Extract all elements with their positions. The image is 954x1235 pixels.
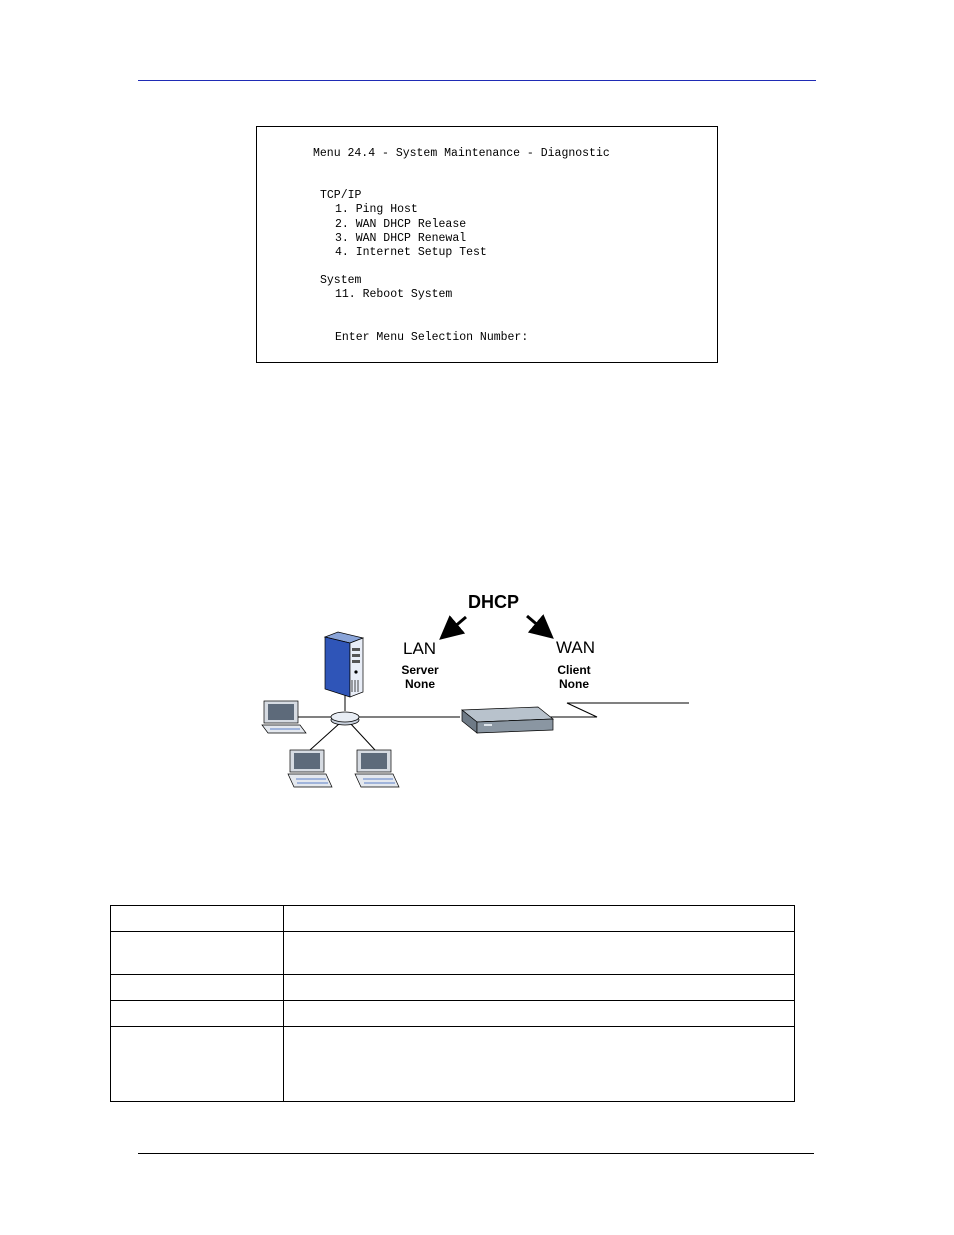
table-row: [111, 1001, 795, 1027]
field-description-table: [110, 905, 795, 1102]
lan-option-server: Server: [401, 663, 439, 677]
hub-icon: [331, 712, 359, 725]
menu-title: Menu 24.4 - System Maintenance - Diagnostic: [313, 147, 610, 160]
table-row: [111, 975, 795, 1001]
dhcp-label: DHCP: [468, 592, 520, 612]
arrow-to-lan: [446, 617, 466, 634]
router-icon: [462, 707, 553, 733]
computer-icon: [288, 750, 332, 787]
menu-item-reboot-system[interactable]: 11. Reboot System: [335, 288, 453, 301]
menu-item-ping-host[interactable]: 1. Ping Host: [335, 203, 418, 216]
wan-label: WAN: [556, 638, 596, 657]
dhcp-network-diagram: [240, 585, 700, 800]
section-heading-system: System: [320, 274, 362, 287]
footer-rule: [138, 1153, 814, 1154]
menu-selection-prompt[interactable]: Enter Menu Selection Number:: [335, 331, 529, 344]
arrow-to-wan: [527, 616, 547, 633]
header-rule: [138, 80, 816, 81]
table-row: [111, 906, 795, 932]
menu-item-wan-dhcp-renewal[interactable]: 3. WAN DHCP Renewal: [335, 232, 467, 245]
server-icon: [325, 632, 363, 697]
lan-option-none: None: [405, 677, 435, 691]
wan-link: [563, 703, 689, 717]
wan-option-client: Client: [557, 663, 591, 677]
terminal-screen: [256, 126, 718, 363]
menu-item-internet-setup-test[interactable]: 4. Internet Setup Test: [335, 246, 487, 259]
section-heading-tcpip: TCP/IP: [320, 189, 362, 202]
table-row: [111, 932, 795, 975]
table-row: [111, 1027, 795, 1102]
wan-option-none: None: [559, 677, 589, 691]
computer-icon: [355, 750, 399, 787]
menu-item-wan-dhcp-release[interactable]: 2. WAN DHCP Release: [335, 218, 467, 231]
lan-label: LAN: [403, 639, 437, 658]
network-drawing: [240, 585, 700, 800]
